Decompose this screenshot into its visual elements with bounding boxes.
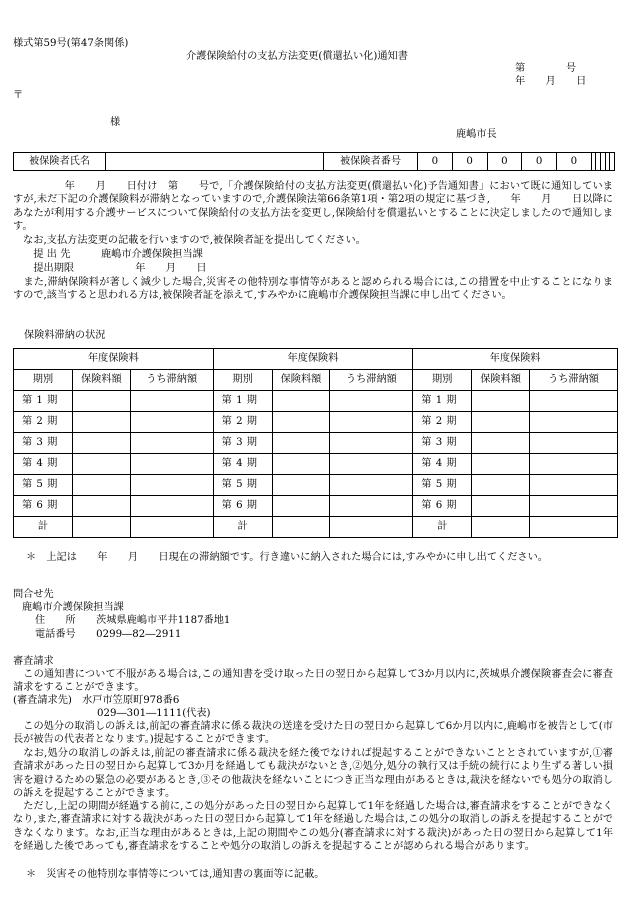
period-label: 第 6 期	[413, 496, 472, 517]
contact-dept: 鹿嶋市介護保険担当課	[22, 602, 124, 613]
insured-number-label: 被保険者番号	[324, 153, 418, 171]
submit-to: 提 出 先 鹿嶋市介護保険担当課	[13, 249, 203, 260]
col-overdue: うち滞納額	[130, 370, 213, 391]
document-number: 第 号	[515, 63, 577, 74]
postal-mark: 〒	[13, 90, 24, 101]
review-title: 審査請求	[13, 656, 54, 667]
period-label: 第 3 期	[14, 433, 73, 454]
period-label: 第 4 期	[413, 454, 472, 475]
period-label: 第 3 期	[413, 433, 472, 454]
period-label: 第 4 期	[14, 454, 73, 475]
period-label: 第 6 期	[14, 496, 73, 517]
insured-digit	[610, 153, 615, 171]
submit-deadline: 提出期限 年 月 日	[13, 263, 207, 274]
form-number: 様式第59号(第47条関係)	[13, 38, 129, 49]
arrears-title: 保険料滞納の状況	[24, 330, 106, 341]
contact-address: 住 所 茨城県鹿嶋市平井1187番地1	[35, 615, 231, 626]
insured-digit: 0	[418, 153, 453, 171]
col-overdue: うち滞納額	[330, 370, 413, 391]
review-destination-phone: 029―301―1111(代表)	[97, 708, 211, 719]
total-label: 計	[14, 517, 73, 538]
insured-table	[13, 152, 615, 171]
col-period: 期別	[213, 370, 272, 391]
total-label: 計	[413, 517, 472, 538]
period-label: 第 1 期	[213, 391, 272, 412]
recipient-honorific: 様	[110, 117, 121, 128]
year-header: 年度保険料	[413, 349, 618, 370]
insured-digit: 0	[487, 153, 522, 171]
period-label: 第 6 期	[213, 496, 272, 517]
review-paragraph-1: この通知書について不服がある場合は,この通知書を受け取った日の翌日から起算して3か月以内に,茨城県介護保険審査会に審査請求をすることができます。	[13, 669, 613, 694]
period-label: 第 4 期	[213, 454, 272, 475]
arrears-note: ＊ 上記は 年 月 日現在の滞納額です。行き違いに納入された場合には,すみやかに申し出てください。	[26, 552, 548, 563]
col-period: 期別	[14, 370, 73, 391]
col-overdue: うち滞納額	[530, 370, 618, 391]
col-premium: 保険料額	[272, 370, 330, 391]
insured-digit: 0	[557, 153, 592, 171]
body-paragraph-2: なお,支払方法変更の記載を行いますので,被保険者証を提出してください。	[13, 235, 366, 246]
col-premium: 保険料額	[72, 370, 130, 391]
contact-phone: 電話番号 0299―82―2911	[35, 629, 182, 640]
issuer: 鹿嶋市長	[456, 129, 497, 140]
review-paragraph-3: なお,処分の取消しの訴えは,前記の審査請求に係る裁決を経た後でなければ提起することができないこととされていますが,①審査請求があった日の翌日から起算して3か月を経過しても裁決がないとき,②処分,処分の執行又は手続の続行により生ずる著しい損害を避けるための緊急の必要があるとき,③その他裁決を経ないことにつき正当な理由があるときは,裁決を経ないでも処分の取消しの訴えを提起することができます。	[13, 748, 613, 800]
body-paragraph-3: また,滞納保険料が著しく減少した場合,災害その他特別な事情等があると認められる場合には,この措置を中止することになりますので,該当すると思われる方は,被保険者証を添えて,すみやかに鹿嶋市介護保険担当課に申し出てください。	[13, 277, 613, 302]
contact-title: 問合せ先	[13, 589, 54, 600]
document-title: 介護保険給付の支払方法変更(償還払い化)通知書	[186, 51, 408, 62]
col-period: 期別	[413, 370, 472, 391]
col-premium: 保険料額	[472, 370, 530, 391]
insured-digit: 0	[522, 153, 557, 171]
issue-date: 年 月 日	[515, 76, 587, 87]
disaster-note: ＊ 災害その他特別な事情等については,通知書の裏面等に記載。	[26, 869, 325, 880]
total-label: 計	[213, 517, 272, 538]
period-label: 第 5 期	[213, 475, 272, 496]
period-label: 第 1 期	[413, 391, 472, 412]
review-paragraph-4: ただし,上記の期間が経過する前に,この処分があった日の翌日から起算して1年を経過した場合は,審査請求をすることができなくなり,また,審査請求に対する裁決があった日の翌日から起算して1年を経過した場合は,この処分の取消しの訴えを提起することができなくなります。なお,正当な理由があるときは,上記の期間やこの処分(審査請求に対する裁決)があった日の翌日から起算して1年を経過した後であっても,審査請求をすることや処分の取消しの訴えを提起することが認められる場合があります。	[13, 801, 613, 853]
period-label: 第 3 期	[213, 433, 272, 454]
period-label: 第 5 期	[14, 475, 73, 496]
period-label: 第 5 期	[413, 475, 472, 496]
insured-name-label: 被保険者氏名	[14, 153, 106, 171]
insured-name-value	[106, 153, 324, 171]
body-paragraph-1: 年 月 日付け 第 号で,「介護保険給付の支払方法変更(償還払い化)予告通知書」において既に通知していますが,未だ下記の介護保険料が滞納となっていますので,介護保険法第66条第1項・第2項の規定に基づき, 年 月 日以降にあなたが利用する介護サービスについて保険給付の支払方法を変更し,保険給付を償還払いとすることに決定しましたので通知します。	[13, 181, 613, 233]
period-label: 第 2 期	[14, 412, 73, 433]
review-paragraph-2: この処分の取消しの訴えは,前記の審査請求に係る裁決の送達を受けた日の翌日から起算して6か月以内に,鹿嶋市を被告として(市長が被告の代表者となります。)提起することができます。	[13, 721, 613, 746]
period-label: 第 2 期	[413, 412, 472, 433]
arrears-table	[13, 348, 618, 538]
period-label: 第 2 期	[213, 412, 272, 433]
year-header: 年度保険料	[14, 349, 214, 370]
review-destination: (審査請求先) 水戸市笠原町978番6	[13, 695, 180, 706]
insured-digit: 0	[452, 153, 487, 171]
year-header: 年度保険料	[213, 349, 413, 370]
period-label: 第 1 期	[14, 391, 73, 412]
